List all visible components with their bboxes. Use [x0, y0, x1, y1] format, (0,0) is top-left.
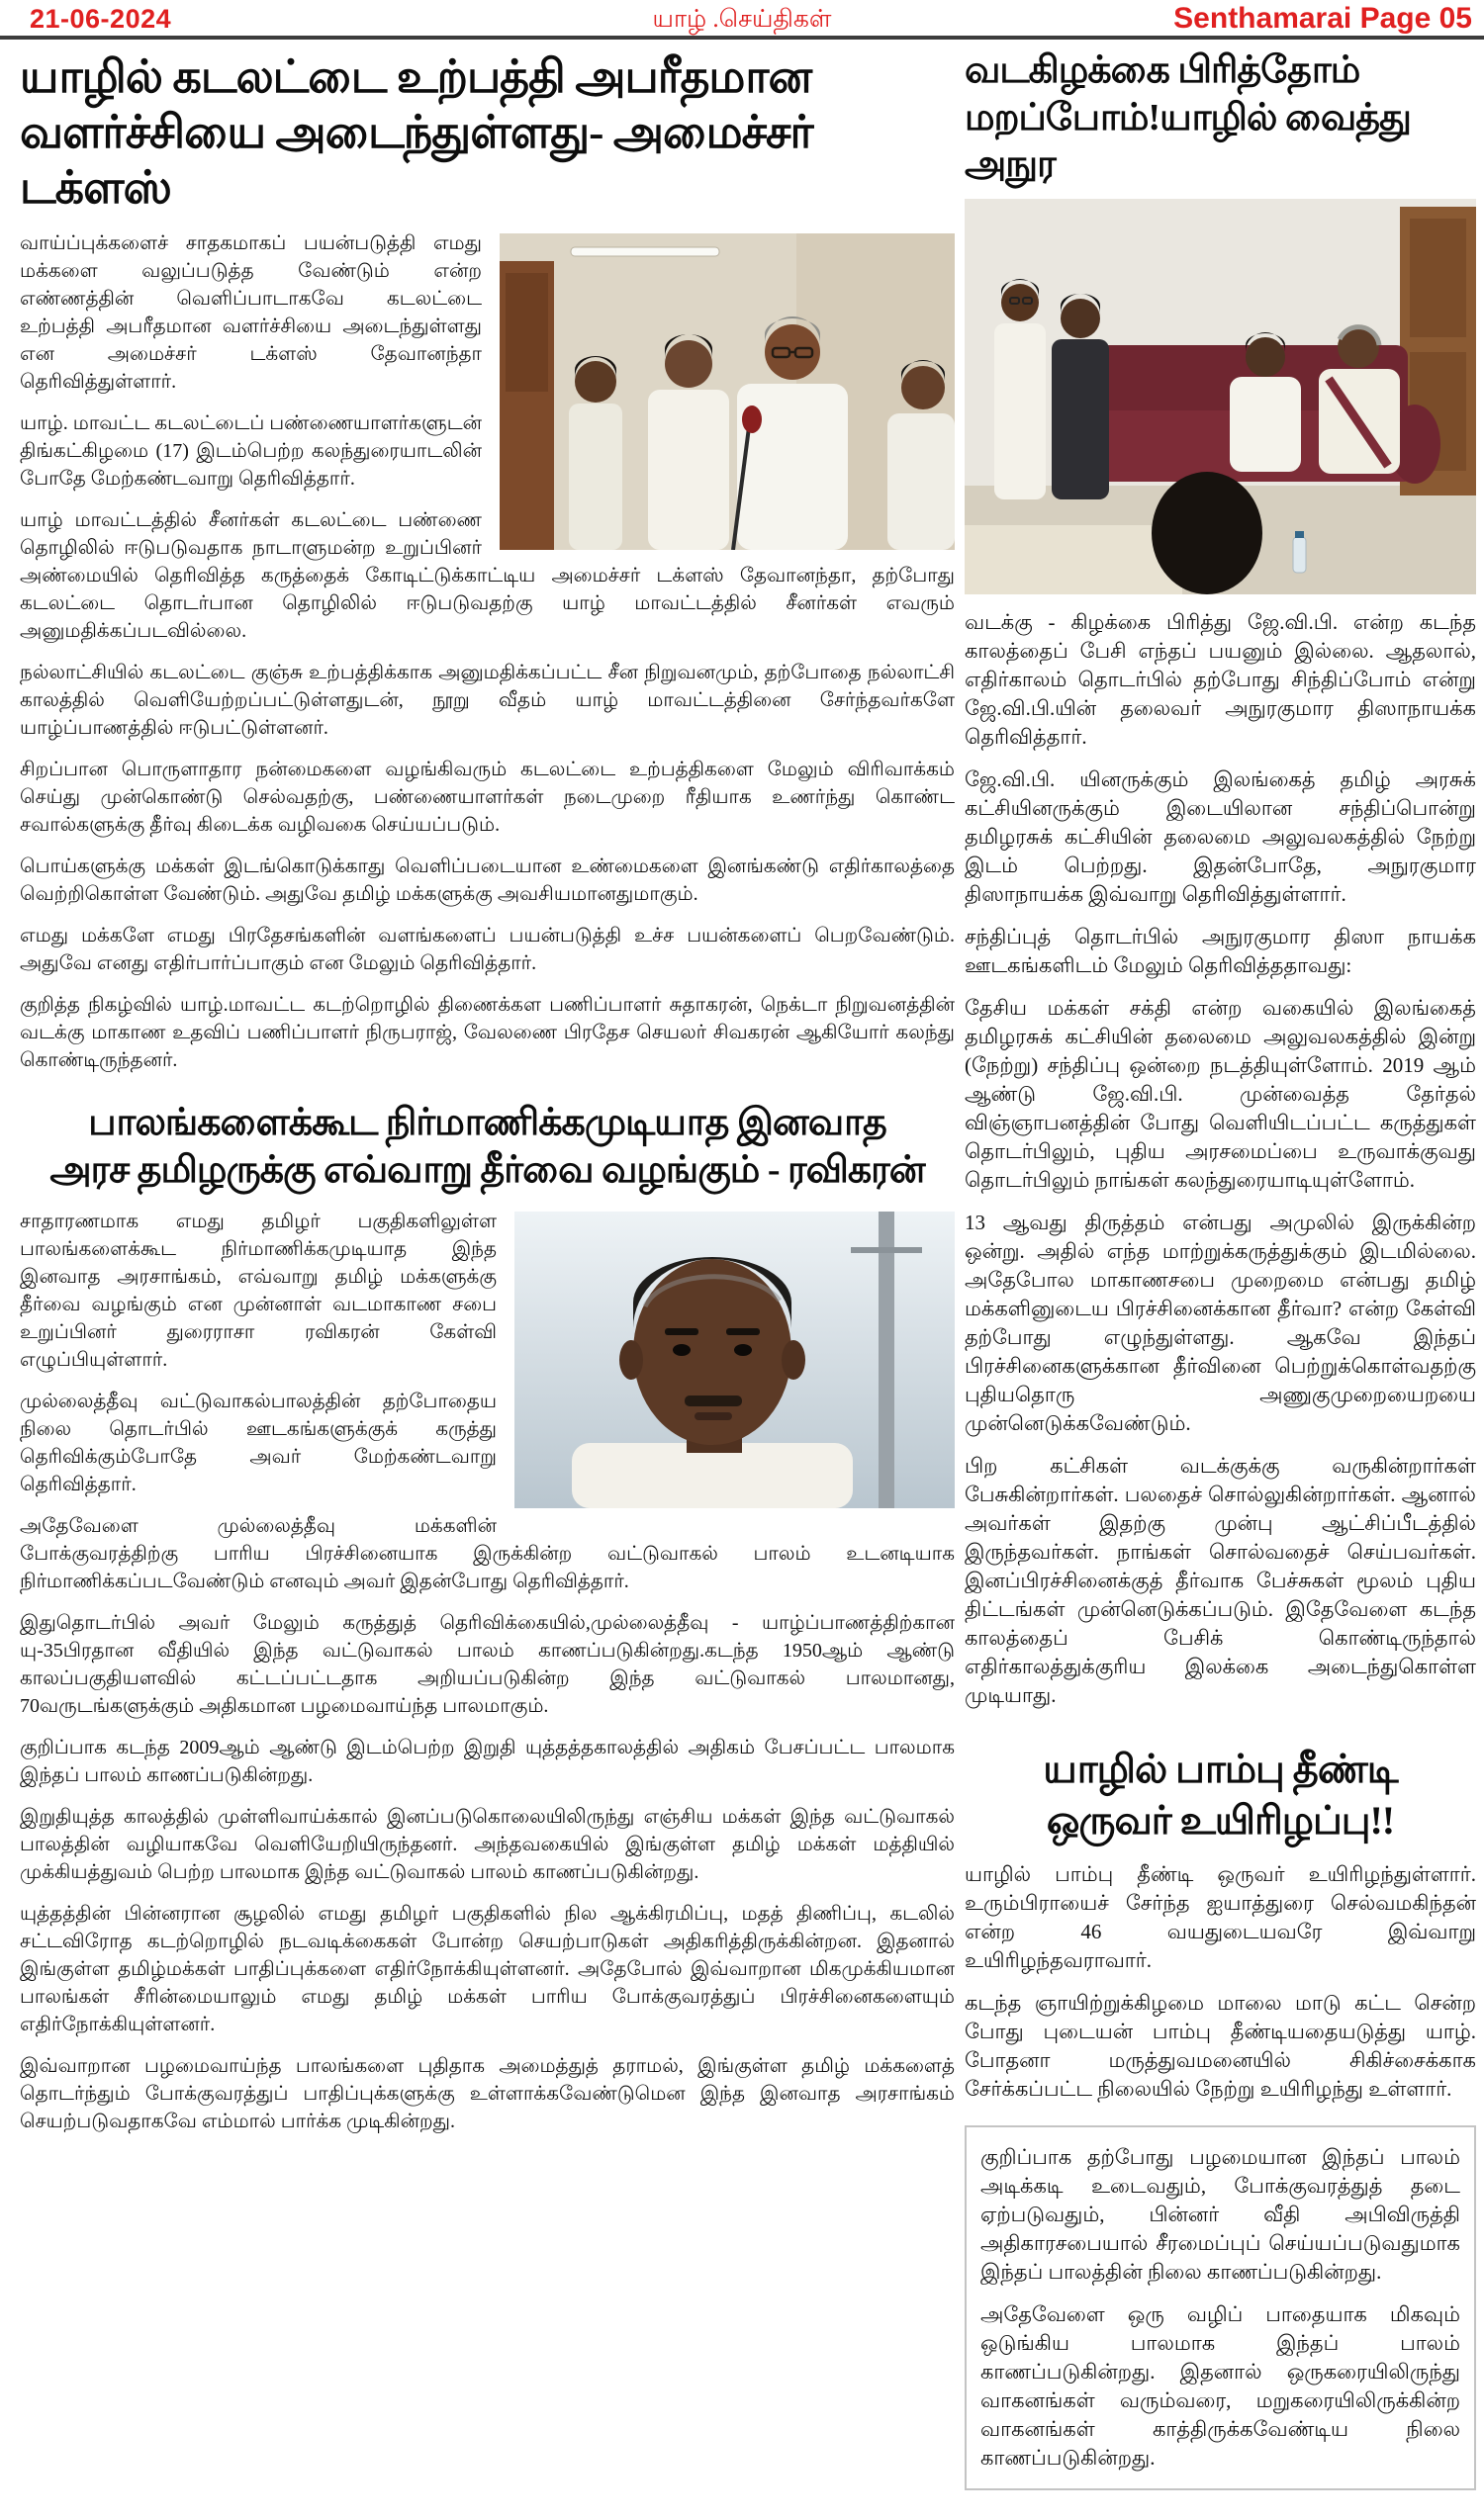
- article-paragraph: யாழ். மாவட்ட கடலட்டைப் பண்ணையாளர்களுடன் திங்கட்கிழமை (17) இடம்பெற்ற கலந்துரையாடலின் போதே மேற்கண்டவாறு தெரிவித்தார்.: [20, 412, 482, 491]
- article-paragraph: சாதாரணமாக எமது தமிழர் பகுதிகளிலுள்ள பாலங்களைக்கூட நிர்மாணிக்கமுடியாத இந்த இனவாத அரசாங்கம், எவ்வாறு தமிழ் மக்களுக்கு தீர்வை வழங்கும் என முன்னாள் வடமாகாண சபை உறுப்பினர் துரைராசா ரவிகரன் கேள்வி எழுப்பியுள்ளார்.: [20, 1211, 497, 1372]
- article-paragraph: சந்திப்புத் தொடர்பில் அநுரகுமார திஸா நாயக்க ஊடகங்களிடம் மேலும் தெரிவித்ததாவது:: [965, 924, 1476, 977]
- article-paragraph: ஜே.வி.பி. யினருக்கும் இலங்கைத் தமிழ் அரசுக் கட்சியினருக்கும் இடையிலான சந்திப்பொன்று தமிழரசுக் கட்சியின் தலைமை அலுவலகத்தில் நேற்று இடம் பெற்றது. இதன்போதே, அநுரகுமார திஸாநாயக்க இவ்வாறு தெரிவித்துள்ளார்.: [965, 766, 1476, 906]
- article-paragraph: இறுதியுத்த காலத்தில் முள்ளிவாய்க்கால் இனப்படுகொலையிலிருந்து எஞ்சிய மக்கள் இந்த வட்டுவாகல் பாலத்தின் வழியாகவே வெளியேறியிருந்தனர். அந்தவகையில் இங்குள்ள தமிழ் மக்கள் மத்தியில் முக்கியத்துவம் பெற்ற பாலமாக இந்த வட்டுவாகல் பாலம் காணப்படுகின்றது.: [20, 1806, 955, 1884]
- tube-light-shape: [571, 247, 719, 256]
- foreground-head-shape: [1152, 472, 1262, 594]
- headline-line: பாலங்களைக்கூட நிர்மாணிக்கமுடியாத இனவாத: [88, 1102, 886, 1144]
- article-paragraph: இவ்வாறான பழமைவாய்ந்த பாலங்களை புதிதாக அமைத்துத் தராமல், இங்குள்ள தமிழ் மக்களைத் தொடர்ந்தும் போக்குவரத்துப் பாதிப்புக்களுக்கு உள்ளாக்கவேண்டுமென இந்த இனவாத அரசாங்கம் செயற்படுவதாகவே எம்மால் பார்க்க முடிகின்றது.: [20, 2055, 955, 2133]
- article-paragraph: வடக்கு - கிழக்கை பிரித்து ஜே.வி.பி. என்ற கடந்த காலத்தைப் பேசி எந்தப் பயனும் இல்லை. ஆதலால், எதிர்காலம் தொடர்பில் தற்போது சிந்திப்போம் என்று ஜே.வி.பி.யின் தலைவர் அநுரகுமார திஸாநாயக்க தெரிவித்தார்.: [965, 609, 1476, 749]
- article-paragraph: இதுதொடர்பில் அவர் மேலும் கருத்துத் தெரிவிக்கையில்,முல்லைத்தீவு - யாழ்ப்பாணத்திற்கான யு-35பிரதான வீதியில் இந்த வட்டுவாகல் பாலம் காணப்படுகின்றது.கடந்த 1950ஆம் ஆண்டு காலப்பகுதியளவில் கட்டப்பட்டதாக அறியப்படுகின்ற இந்த வட்டுவாகல் பாலமானது, 70வருடங்களுக்கும் அதிகமான பழமைவாய்ந்த பாலமாகும்.: [20, 1612, 955, 1718]
- headline-line: மறப்போம்!யாழில் வைத்து அநுர: [965, 96, 1411, 185]
- pole-shape: [879, 1212, 894, 1508]
- sofa-meeting-photo: [965, 199, 1476, 594]
- article-paragraph: தேசிய மக்கள் சக்தி என்ற வகையில் இலங்கைத் தமிழரசுக் கட்சியின் தலைமை அலுவலகத்தில் இன்று (நேற்று) சந்திப்பு ஒன்றை நடத்தியுள்ளோம். 2019 ஆம் ஆண்டு ஜே.வி.பி. முன்வைத்த தேர்தல் விஞ்ஞாபனத்தின் போது வெளியிடப்பட்ட கருத்துகள் தொடர்பிலும், புதிய அரசமைப்பை உருவாக்குவது தொடர்பிலும் நாங்கள் கலந்துரையாடியுள்ளோம்.: [965, 995, 1476, 1192]
- bridge-continuation-box: [965, 2125, 1476, 2490]
- left-column: [20, 47, 955, 2135]
- article-bridge: [20, 1100, 955, 2135]
- water-bottle-shape: [1293, 531, 1306, 573]
- headline-line: ஒருவர் உயிரிழப்பு!!: [1046, 1797, 1395, 1843]
- headline-line: யாழில் கடலட்டை உற்பத்தி அபரீதமான: [20, 51, 812, 102]
- ear-shape: [619, 1340, 643, 1380]
- article-headline: [965, 1744, 1476, 1846]
- press-meeting-illustration: [500, 233, 955, 550]
- article-headline: [965, 47, 1476, 189]
- rug-shape: [965, 525, 1182, 594]
- article-paragraph: பிற கட்சிகள் வடக்குக்கு வருகின்றார்கள் பேசுகின்றார்கள். பலதைச் சொல்லுகின்றார்கள். ஆனால் அவர்கள் இதற்கு முன்பு ஆட்சிப்பீடத்தில் இருந்தவர்கள். நாங்கள் சொல்வதைச் செய்பவர்கள். இனப்பிரச்சினைக்குத் தீர்வாக பேச்சுகள் மூலம் புதிய திட்டங்கள் முன்னெடுக்கப்படும். இதேவேளை கடந்த காலத்தைப் பேசிக் கொண்டிருந்தால் எதிர்காலத்துக்குரிய இலக்கை அடைந்துகொள்ள முடியாது.: [965, 1453, 1476, 1707]
- headline-line: அரச தமிழருக்கு எவ்வாறு தீர்வை வழங்கும் - ரவிகரன்: [49, 1148, 925, 1191]
- article-paragraph: சிறப்பான பொருளாதார நன்மைகளை வழங்கிவரும் கடலட்டை உற்பத்திகளை மேலும் விரிவாக்கம் செய்து முன்கொண்டு செல்வதற்கு, பண்ணையாளர்கள் நடைமுறை ரீதியாக உணர்ந்து கொண்ட சவால்களுக்கு தீர்வு கிடைக்க வழிவகை செய்யப்படும்.: [20, 759, 955, 837]
- headline-line: வடகிழக்கை பிரித்தோம்: [965, 49, 1360, 91]
- masthead-date: 21-06-2024: [30, 4, 172, 34]
- article-headline: [20, 49, 955, 216]
- article-paragraphs: [980, 2143, 1460, 2473]
- press-meeting-photo: [500, 233, 955, 550]
- article-paragraph: யுத்தத்தின் பின்னரான சூழலில் எமது தமிழர் பகுதிகளில் நில ஆக்கிரமிப்பு, மதத் திணிப்பு, கடலில் சட்டவிரோத கடற்றொழில் நடவடிக்கைகள் போன்ற செயற்பாடுகள் அதிகரித்திருக்கின்றன. இதனால் இங்குள்ள தமிழ்மக்கள் பாதிப்புக்களை எதிர்நோக்கியுள்ளனர். அதேபோல் இவ்வாறான மிகமுக்கியமான பாலங்கள் சீரின்மையாலும் எமது தமிழ் மக்கள் பாரிய போக்குவரத்துப் பிரச்சினைகளையும் எதிர்நோக்கியுள்ளனர்.: [20, 1903, 955, 2036]
- article-sea-cucumber: [20, 49, 955, 1074]
- article-paragraph: குறிப்பாக தற்போது பழமையான இந்தப் பாலம் அடிக்கடி உடைவதும், போக்குவரத்துத் தடை ஏற்படுவதும், பின்னர் வீதி அபிவிருத்தி அதிகாரசபையால் சீரமைப்புப் செய்யப்படுவதுமாக இந்தப் பாலத்தின் நிலை காணப்படுகின்றது.: [980, 2144, 1460, 2284]
- article-paragraphs: [965, 608, 1476, 1710]
- sofa-meeting-illustration: [965, 199, 1476, 594]
- article-paragraph: அதேவேளை ஒரு வழிப் பாதையாக மிகவும் ஒடுங்கிய பாலமாக இந்தப் பாலம் காணப்படுகின்றது. இதனால் ஒருகரையிலிருந்து வாகனங்கள் வரும்வரை, மறுகரையிலிருக்கின்ற வாகனங்கள் காத்திருக்கவேண்டிய நிலை காணப்படுகின்றது.: [980, 2301, 1460, 2470]
- article-paragraph: முல்லைத்தீவு வட்டுவாகல்பாலத்தின் தற்போதைய நிலை தொடர்பில் ஊடகங்களுக்குக் கருத்து தெரிவிக்கும்போதே அவர் மேற்கண்டவாறு தெரிவித்தார்.: [20, 1391, 497, 1496]
- article-paragraph: யாழில் பாம்பு தீண்டி ஒருவர் உயிரிழந்துள்ளார். உரும்பிராயைச் சேர்ந்த ஐயாத்துரை செல்வமகிந்தன் என்ற 46 வயதுடையவரே இவ்வாறு உயிரிழந்தவராவார்.: [965, 1861, 1476, 1972]
- article-paragraph: 13 ஆவது திருத்தம் என்பது அமுலில் இருக்கின்ற ஒன்று. அதில் எந்த மாற்றுக்கருத்துக்கும் இடமில்லை. அதேபோல மாகாணசபை முறைமை என்பது தமிழ் மக்களினுடைய பிரச்சினைக்கான தீர்வா? என்ற கேள்வி தற்போது எழுந்துள்ளது. ஆகவே இந்தப் பிரச்சினைகளுக்கான தீர்வினை பெற்றுக்கொள்வதற்கு புதியதொரு அணுகுமுறையைறயை முன்னெடுக்கவேண்டும்.: [965, 1210, 1476, 1435]
- article-body: [20, 1208, 955, 2135]
- ear-shape: [782, 1340, 805, 1380]
- masthead: [0, 0, 1484, 40]
- masthead-title: யாழ் .செய்திகள்: [652, 6, 832, 33]
- headline-line: வளர்ச்சியை அடைந்துள்ளது- அமைச்சர் டக்ளஸ்: [20, 107, 813, 214]
- person-figure: [569, 356, 622, 550]
- article-paragraph: குறிப்பாக கடந்த 2009ஆம் ஆண்டு இடம்பெற்ற இறுதி யுத்தத்தகாலத்தில் அதிகம் பேசப்பட்ட பாலமாக இந்தப் பாலம் காணப்படுகின்றது.: [20, 1737, 955, 1787]
- article-anura: [965, 47, 1476, 1710]
- masthead-page-number: Senthamarai Page 05: [1173, 2, 1472, 35]
- article-paragraph: யாழ் மாவட்டத்தில் சீனர்கள் கடலட்டை பண்ணை தொழிலில் ஈடுபடுவதாக நாடாளுமன்ற உறுப்பினர் அண்மையில் தெரிவித்த கருத்தைக் கோடிட்டுக்காட்டிய அமைச்சர் டக்ளஸ் தேவானந்தா, தற்போது கடலட்டை தொடர்பான தொழிலில் ஈடுபடுவதற்கு யாழ் மாவட்டத்தில் சீனர்கள் எவரும் அனுமதிக்கப்படவில்லை.: [20, 509, 955, 643]
- headline-line: யாழில் பாம்பு தீண்டி: [1043, 1746, 1398, 1791]
- article-paragraphs: [965, 1860, 1476, 2104]
- article-paragraph: பொய்களுக்கு மக்கள் இடங்கொடுக்காது வெளிப்படையான உண்மைகளை இனங்கண்டு எதிர்காலத்தை வெற்றிகொள்ள வேண்டும். அதுவே தமிழ் மக்களுக்கு அவசியமானதுமாகும்.: [20, 855, 955, 906]
- portrait-illustration: [514, 1212, 955, 1508]
- ravikaran-portrait-photo: [514, 1212, 955, 1508]
- article-paragraph: குறித்த நிகழ்வில் யாழ்.மாவட்ட கடற்றொழில் திணைக்கள பணிப்பாளர் சுதாகரன், நெக்டா நிறுவனத்தின் வடக்கு மாகாண உதவிப் பணிப்பாளர் நிருபராஜ், வேலணை பிரதேச செயலர் சிவகரன் ஆகியோர் கலந்து கொண்டிருந்தனர்.: [20, 994, 955, 1072]
- article-body: [20, 229, 955, 1074]
- article-paragraph: கடந்த ஞாயிற்றுக்கிழமை மாலை மாடு கட்ட சென்ற போது புடையன் பாம்பு தீண்டியதையடுத்து யாழ். போதனா மருத்துவமனையில் சிகிச்சைக்காக சேர்க்கப்பட்ட நிலையில் நேற்று உயிரிழந்து உள்ளார்.: [965, 1990, 1476, 2101]
- article-paragraph: எமது மக்களே எமது பிரதேசங்களின் வளங்களைப் பயன்படுத்தி உச்ச பயன்களைப் பெறவேண்டும். அதுவே எனது எதிர்பார்ப்பாகும் என மேலும் தெரிவித்தார்.: [20, 925, 955, 975]
- article-paragraph: நல்லாட்சியில் கடலட்டை குஞ்சு உற்பத்திக்காக அனுமதிக்கப்பட்ட சீன நிறுவனமும், தற்போதை நல்லாட்சி காலத்தில் வெளியேற்றப்பட்டுள்ளதுடன், நூறு வீதம் யாழ் மாவட்டத்தினை சேர்ந்தவர்களே யாழ்ப்பாணத்தில் ஈடுபட்டுள்ளனர்.: [20, 662, 955, 740]
- article-headline: [20, 1100, 955, 1194]
- moustache-shape: [685, 1395, 742, 1406]
- article-paragraph: வாய்ப்புக்களைச் சாதகமாகப் பயன்படுத்தி எமது மக்களை வலுப்படுத்த வேண்டும் என்ற எண்ணத்தின் வெளிப்பாடாகவே கடலட்டை உற்பத்தி அபரீதமான வளர்ச்சியை அடைந்துள்ளது என அமைச்சர் டக்ளஸ் தேவானந்தா தெரிவித்துள்ளார்.: [20, 232, 482, 394]
- right-column: [965, 47, 1476, 2490]
- article-paragraph: அதேவேளை முல்லைத்தீவு மக்களின் போக்குவரத்திற்கு பாரிய பிரச்சினையாக இருக்கின்ற வட்டுவாகல் பாலம் உடனடியாக நிர்மாணிக்கப்படவேண்டும் எனவும் அவர் இதன்போது தெரிவித்தார்.: [20, 1515, 955, 1593]
- article-snake: [965, 1744, 1476, 2104]
